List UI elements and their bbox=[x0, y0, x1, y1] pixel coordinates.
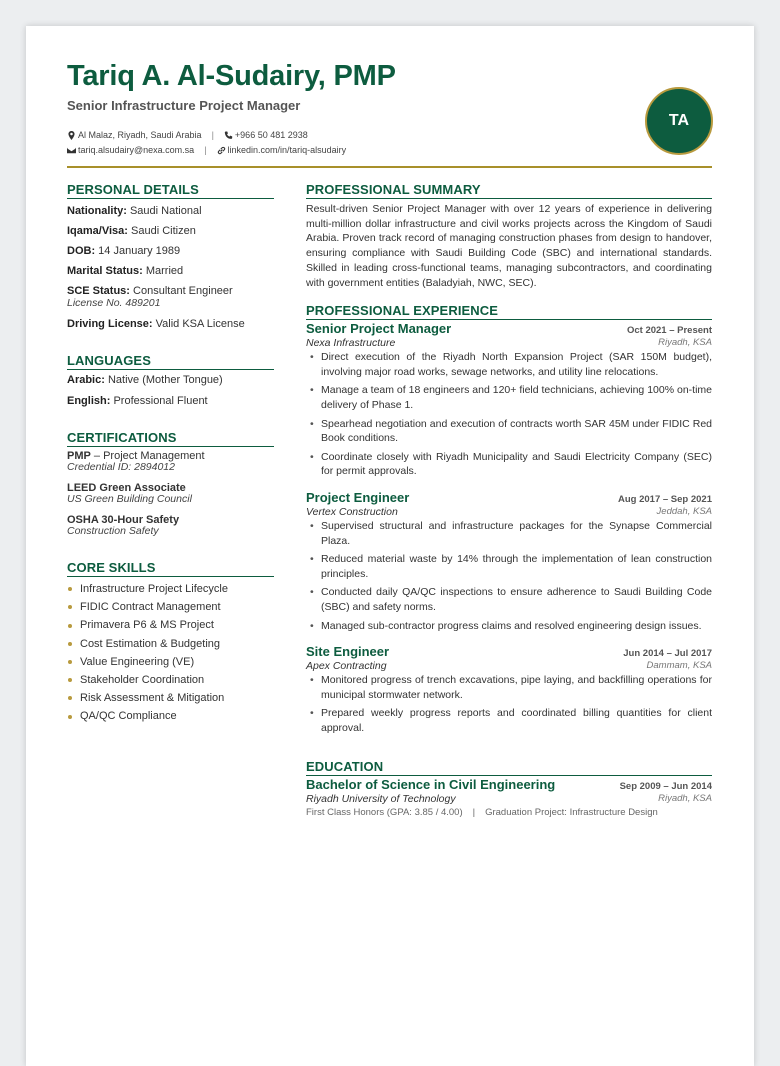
personal-value: Saudi National bbox=[129, 205, 202, 217]
education-project: Graduation Project: Infrastructure Design bbox=[485, 806, 658, 818]
personal-label: Nationality: bbox=[67, 205, 127, 217]
bullet-dot-icon bbox=[68, 715, 72, 719]
job-dates: Oct 2021 – Present bbox=[626, 325, 712, 337]
job-entry bbox=[306, 490, 712, 633]
personal-item bbox=[67, 265, 274, 278]
job-bullet: • Coordinate closely with Riyadh Municipality and Saudi Electricity Company (SEC) for permit approvals. bbox=[306, 450, 712, 479]
education-location: Riyadh, KSA bbox=[658, 792, 712, 804]
job-company: Nexa Infrastructure bbox=[306, 337, 396, 350]
job-subheader bbox=[306, 505, 712, 519]
personal-item bbox=[67, 245, 274, 258]
skill-label: FIDIC Contract Management bbox=[80, 601, 221, 614]
job-bullet: • Managed sub-contractor progress claims and resolved engineering design issues. bbox=[306, 619, 712, 634]
personal-item bbox=[67, 285, 274, 309]
job-bullet: • Direct execution of the Riyadh North Expansion Project (SAR 150M budget), involving major road works, sewage networks, and utility line relocations. bbox=[306, 350, 712, 379]
contact-row-1 bbox=[67, 130, 308, 140]
job-company: Apex Contracting bbox=[306, 660, 387, 673]
skill-label: QA/QC Compliance bbox=[80, 710, 177, 723]
job-bullet: • Spearhead negotiation and execution of contracts worth SAR 45M under FIDIC Red Book conditions. bbox=[306, 417, 712, 446]
skill-item bbox=[67, 598, 274, 616]
header-divider bbox=[67, 166, 712, 168]
skill-label: Infrastructure Project Lifecycle bbox=[80, 583, 228, 595]
education-degree: Bachelor of Science in Civil Engineering bbox=[306, 776, 556, 792]
personal-item bbox=[67, 205, 274, 218]
certification-name: PMP bbox=[67, 450, 91, 462]
job-title: Project Engineer bbox=[306, 489, 410, 505]
certification-issuer: US Green Building Council bbox=[67, 493, 192, 505]
contact-email[interactable]: tariq.alsudairy@nexa.com.sa bbox=[78, 145, 195, 155]
education-honors: First Class Honors (GPA: 3.85 / 4.00) bbox=[306, 806, 463, 818]
resume-page bbox=[26, 26, 754, 1066]
bullet-dot-icon bbox=[68, 696, 72, 700]
skill-item bbox=[67, 653, 274, 671]
job-header bbox=[306, 644, 712, 659]
left-column bbox=[67, 182, 274, 726]
job-dates: Jun 2014 – Jul 2017 bbox=[623, 648, 712, 660]
certification-item bbox=[67, 515, 274, 537]
job-location: Riyadh, KSA bbox=[658, 337, 712, 349]
job-bullet: • Monitored progress of trench excavations, pipe laying, and backfilling operations for municipal stormwater network. bbox=[306, 673, 712, 702]
section-title-experience: PROFESSIONAL EXPERIENCE bbox=[306, 303, 712, 320]
candidate-name: Tariq A. Al-Sudairy, PMP bbox=[67, 60, 396, 92]
personal-value: Saudi Citizen bbox=[131, 225, 196, 237]
education-dates: Sep 2009 – Jun 2014 bbox=[619, 780, 712, 792]
education-header bbox=[306, 777, 712, 792]
section-title-personal: PERSONAL DETAILS bbox=[67, 182, 274, 199]
personal-label: DOB: bbox=[67, 245, 96, 257]
personal-item bbox=[67, 318, 274, 331]
skill-label: Primavera P6 & MS Project bbox=[80, 619, 214, 632]
job-bullets bbox=[306, 519, 712, 633]
section-title-education: EDUCATION bbox=[306, 759, 712, 776]
job-subheader bbox=[306, 659, 712, 673]
certification-name: OSHA 30-Hour Safety bbox=[67, 514, 180, 526]
avatar: TA bbox=[645, 87, 713, 155]
language-item bbox=[67, 395, 274, 408]
certification-name: LEED Green Associate bbox=[67, 482, 186, 494]
job-bullet: • Reduced material waste by 14% through the implementation of lean construction principles. bbox=[306, 552, 712, 581]
skill-item bbox=[67, 580, 274, 598]
summary-text: Result-driven Senior Project Manager with over 12 years of experience in delivering multi-million dollar infrastructure and civil works projects across the Kingdom of Saudi Arabia. Proven track record of managing construction phases from design to handover, ensuring compliance with Saudi Building Code (SBC) and international standards. Skilled in leading cross-functional teams, managing subcontractors, and coordinating with government entities (Baladyiah, NWC, SEC). bbox=[306, 203, 712, 289]
certification-issuer: Credential ID: 2894012 bbox=[67, 461, 175, 473]
location-pin-icon bbox=[67, 131, 76, 140]
skill-item bbox=[67, 689, 274, 707]
education-notes bbox=[306, 807, 712, 818]
education-separator: | bbox=[472, 806, 476, 818]
language-label: Arabic: bbox=[67, 374, 105, 386]
personal-value: Consultant Engineer bbox=[133, 285, 233, 297]
skill-item bbox=[67, 671, 274, 689]
personal-label: SCE Status: bbox=[67, 285, 130, 297]
job-bullets bbox=[306, 673, 712, 735]
job-bullet: • Supervised structural and infrastructure packages for the Synapse Commercial Plaza. bbox=[306, 519, 712, 548]
job-entry bbox=[306, 644, 712, 735]
section-title-skills: CORE SKILLS bbox=[67, 560, 274, 577]
section-title-summary: PROFESSIONAL SUMMARY bbox=[306, 182, 712, 199]
job-entry bbox=[306, 321, 712, 479]
certification-desc: – Project Management bbox=[93, 450, 205, 462]
bullet-dot-icon bbox=[68, 660, 72, 664]
certification-issuer: Construction Safety bbox=[67, 525, 159, 537]
language-value: Native (Mother Tongue) bbox=[107, 374, 223, 386]
skill-item bbox=[67, 616, 274, 634]
personal-subvalue: License No. 489201 bbox=[67, 297, 161, 309]
skill-label: Cost Estimation & Budgeting bbox=[80, 637, 221, 650]
job-dates: Aug 2017 – Sep 2021 bbox=[618, 493, 712, 505]
contact-row-2 bbox=[67, 145, 346, 155]
education-school: Riyadh University of Technology bbox=[306, 792, 456, 805]
language-label: English: bbox=[67, 395, 111, 407]
job-location: Dammam, KSA bbox=[646, 660, 712, 672]
personal-value: Married bbox=[145, 265, 184, 277]
bullet-dot-icon bbox=[68, 624, 72, 628]
bullet-dot-icon bbox=[68, 605, 72, 609]
job-location: Jeddah, KSA bbox=[656, 505, 712, 517]
candidate-headline: Senior Infrastructure Project Manager bbox=[67, 98, 301, 113]
certification-item bbox=[67, 483, 274, 505]
bullet-dot-icon bbox=[68, 678, 72, 682]
education-entry bbox=[306, 777, 712, 818]
envelope-icon bbox=[67, 146, 76, 155]
section-title-certifications: CERTIFICATIONS bbox=[67, 430, 274, 447]
contact-location: Al Malaz, Riyadh, Saudi Arabia bbox=[78, 130, 202, 140]
job-bullet: • Manage a team of 18 engineers and 120+ field technicians, achieving 100% on-time delivery of Phase 1. bbox=[306, 383, 712, 412]
personal-label: Marital Status: bbox=[67, 265, 143, 277]
personal-item bbox=[67, 225, 274, 238]
skill-item bbox=[67, 635, 274, 653]
personal-value: 14 January 1989 bbox=[98, 245, 181, 257]
education-subheader bbox=[306, 792, 712, 806]
personal-label: Iqama/Visa: bbox=[67, 225, 128, 237]
job-header bbox=[306, 490, 712, 505]
job-header bbox=[306, 321, 712, 336]
job-title: Senior Project Manager bbox=[306, 321, 452, 337]
contact-linkedin[interactable]: linkedin.com/in/tariq-alsudairy bbox=[227, 145, 347, 155]
section-title-languages: LANGUAGES bbox=[67, 353, 274, 370]
personal-label: Driving License: bbox=[67, 318, 153, 330]
bullet-dot-icon bbox=[68, 642, 72, 646]
skill-label: Stakeholder Coordination bbox=[80, 674, 205, 687]
language-item bbox=[67, 374, 274, 387]
job-bullet: • Prepared weekly progress reports and coordinated billing quantities for client approval. bbox=[306, 706, 712, 735]
bullet-dot-icon bbox=[68, 587, 72, 591]
skills-list bbox=[67, 580, 274, 726]
certification-item bbox=[67, 451, 274, 473]
job-title: Site Engineer bbox=[306, 644, 390, 660]
phone-icon bbox=[224, 131, 233, 140]
job-company: Vertex Construction bbox=[306, 505, 398, 518]
skill-label: Risk Assessment & Mitigation bbox=[80, 692, 225, 705]
job-subheader bbox=[306, 336, 712, 350]
job-bullets bbox=[306, 350, 712, 479]
contact-separator: | bbox=[204, 145, 207, 155]
contact-phone: +966 50 481 2938 bbox=[234, 130, 308, 140]
right-column bbox=[306, 182, 712, 818]
skill-item bbox=[67, 707, 274, 725]
link-icon bbox=[217, 146, 226, 155]
personal-details bbox=[67, 205, 274, 331]
skill-label: Value Engineering (VE) bbox=[80, 655, 195, 668]
language-value: Professional Fluent bbox=[113, 395, 208, 407]
job-bullet: • Conducted daily QA/QC inspections to ensure adherence to Saudi Building Code (SBC) and safety norms. bbox=[306, 585, 712, 614]
contact-separator: | bbox=[211, 130, 214, 140]
personal-value: Valid KSA License bbox=[155, 318, 245, 330]
